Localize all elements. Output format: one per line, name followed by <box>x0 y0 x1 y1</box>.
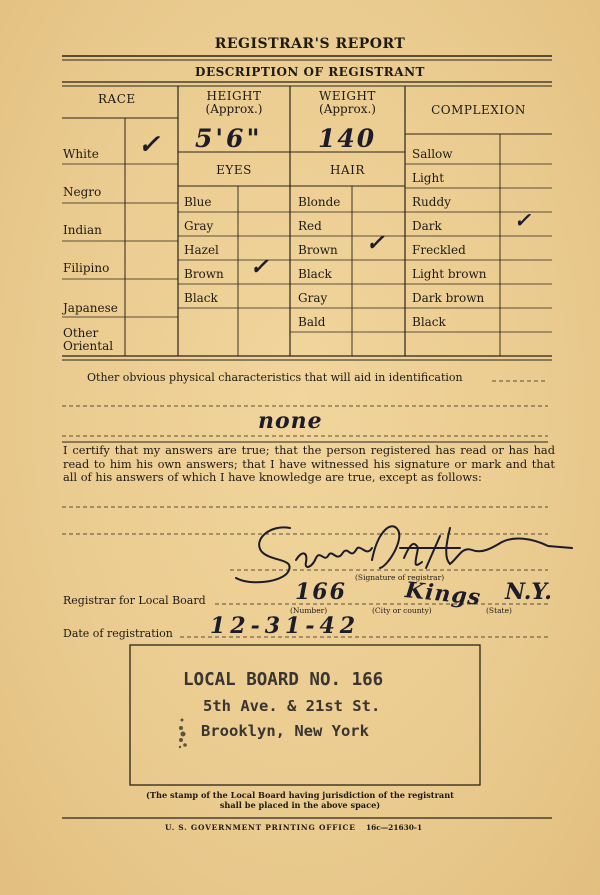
weight-sub: (Approx.) <box>319 102 376 116</box>
hair-option-red: Red <box>298 219 322 233</box>
height-sub: (Approx.) <box>205 102 263 116</box>
race-check-mark: ✓ <box>138 130 160 160</box>
complexion-option-ruddy: Ruddy <box>412 195 451 209</box>
ink-smudge <box>176 714 190 750</box>
board-state-value: N.Y. <box>505 579 552 605</box>
section-title: DESCRIPTION OF REGISTRANT <box>195 65 425 79</box>
complexion-option-dark-brown: Dark brown <box>412 291 485 305</box>
hair-option-gray: Gray <box>298 291 328 305</box>
eyes-header: EYES <box>216 163 252 177</box>
date-value: 12-31-42 <box>210 613 361 639</box>
eyes-check-mark: ✓ <box>250 254 269 280</box>
race-option-japanese: Japanese <box>63 301 118 315</box>
stamp-line-3: Brooklyn, New York <box>201 722 369 740</box>
race-header: RACE <box>98 92 136 106</box>
signature-caption: (Signature of registrar) <box>355 573 445 582</box>
footer-code: 16c—21630-1 <box>366 823 423 832</box>
complexion-option-black: Black <box>412 315 446 329</box>
date-label: Date of registration <box>63 627 173 640</box>
hair-option-brown: Brown <box>298 243 338 257</box>
hair-option-black: Black <box>298 267 332 281</box>
complexion-option-sallow: Sallow <box>412 147 453 161</box>
race-option-negro: Negro <box>63 185 102 199</box>
report-title: REGISTRAR'S REPORT <box>214 36 406 52</box>
stamp-line-2: 5th Ave. & 21st St. <box>203 697 381 715</box>
footer-printer: U. S. GOVERNMENT PRINTING OFFICE <box>165 823 356 832</box>
complexion-option-light: Light <box>412 171 445 185</box>
local-board-label: Registrar for Local Board <box>63 594 206 607</box>
physical-characteristics-answer: none <box>258 408 323 434</box>
complexion-option-light-brown: Light brown <box>412 267 487 281</box>
race-option-indian: Indian <box>63 223 102 237</box>
stamp-line-1: LOCAL BOARD NO. 166 <box>183 670 384 690</box>
race-option-other-oriental: Other Oriental <box>63 326 114 353</box>
board-city-value: Kings <box>403 577 483 611</box>
hair-check-mark: ✓ <box>366 230 385 256</box>
stamp-note-line-1: (The stamp of the Local Board having jurisdiction of the registrant <box>146 790 454 800</box>
hair-header: HAIR <box>330 163 365 177</box>
race-option-filipino: Filipino <box>63 261 110 275</box>
hair-option-blonde: Blonde <box>298 195 341 209</box>
complexion-option-dark: Dark <box>412 219 442 233</box>
eyes-option-hazel: Hazel <box>184 243 219 257</box>
stamp-note-line-2: shall be placed in the above space) <box>219 800 381 810</box>
height-header: HEIGHT <box>206 89 262 103</box>
physical-characteristics-prompt: Other obvious physical characteristics that will aid in identification <box>87 371 463 384</box>
eyes-option-brown: Brown <box>184 267 224 281</box>
complexion-option-freckled: Freckled <box>412 243 466 257</box>
eyes-option-black: Black <box>184 291 218 305</box>
eyes-option-blue: Blue <box>184 195 212 209</box>
caption-city: (City or county) <box>372 606 432 615</box>
caption-number: (Number) <box>290 606 328 615</box>
weight-value: 140 <box>318 124 377 153</box>
complexion-header: COMPLEXION <box>431 103 526 117</box>
eyes-option-gray: Gray <box>184 219 214 233</box>
height-value: 5'6" <box>195 124 263 153</box>
board-number-value: 166 <box>295 579 347 605</box>
certification-text: I certify that my answers are true; that the person registered has read or has had read to him his own answers; that I have witnessed his signature or mark and that all of his answers of which I have knowledge are true, except as follows: <box>63 443 555 484</box>
weight-header: WEIGHT <box>319 89 376 103</box>
complexion-check-mark: ✓ <box>514 208 531 232</box>
hair-option-bald: Bald <box>298 315 326 329</box>
race-option-white: White <box>63 147 99 161</box>
caption-state: (State) <box>486 606 512 615</box>
